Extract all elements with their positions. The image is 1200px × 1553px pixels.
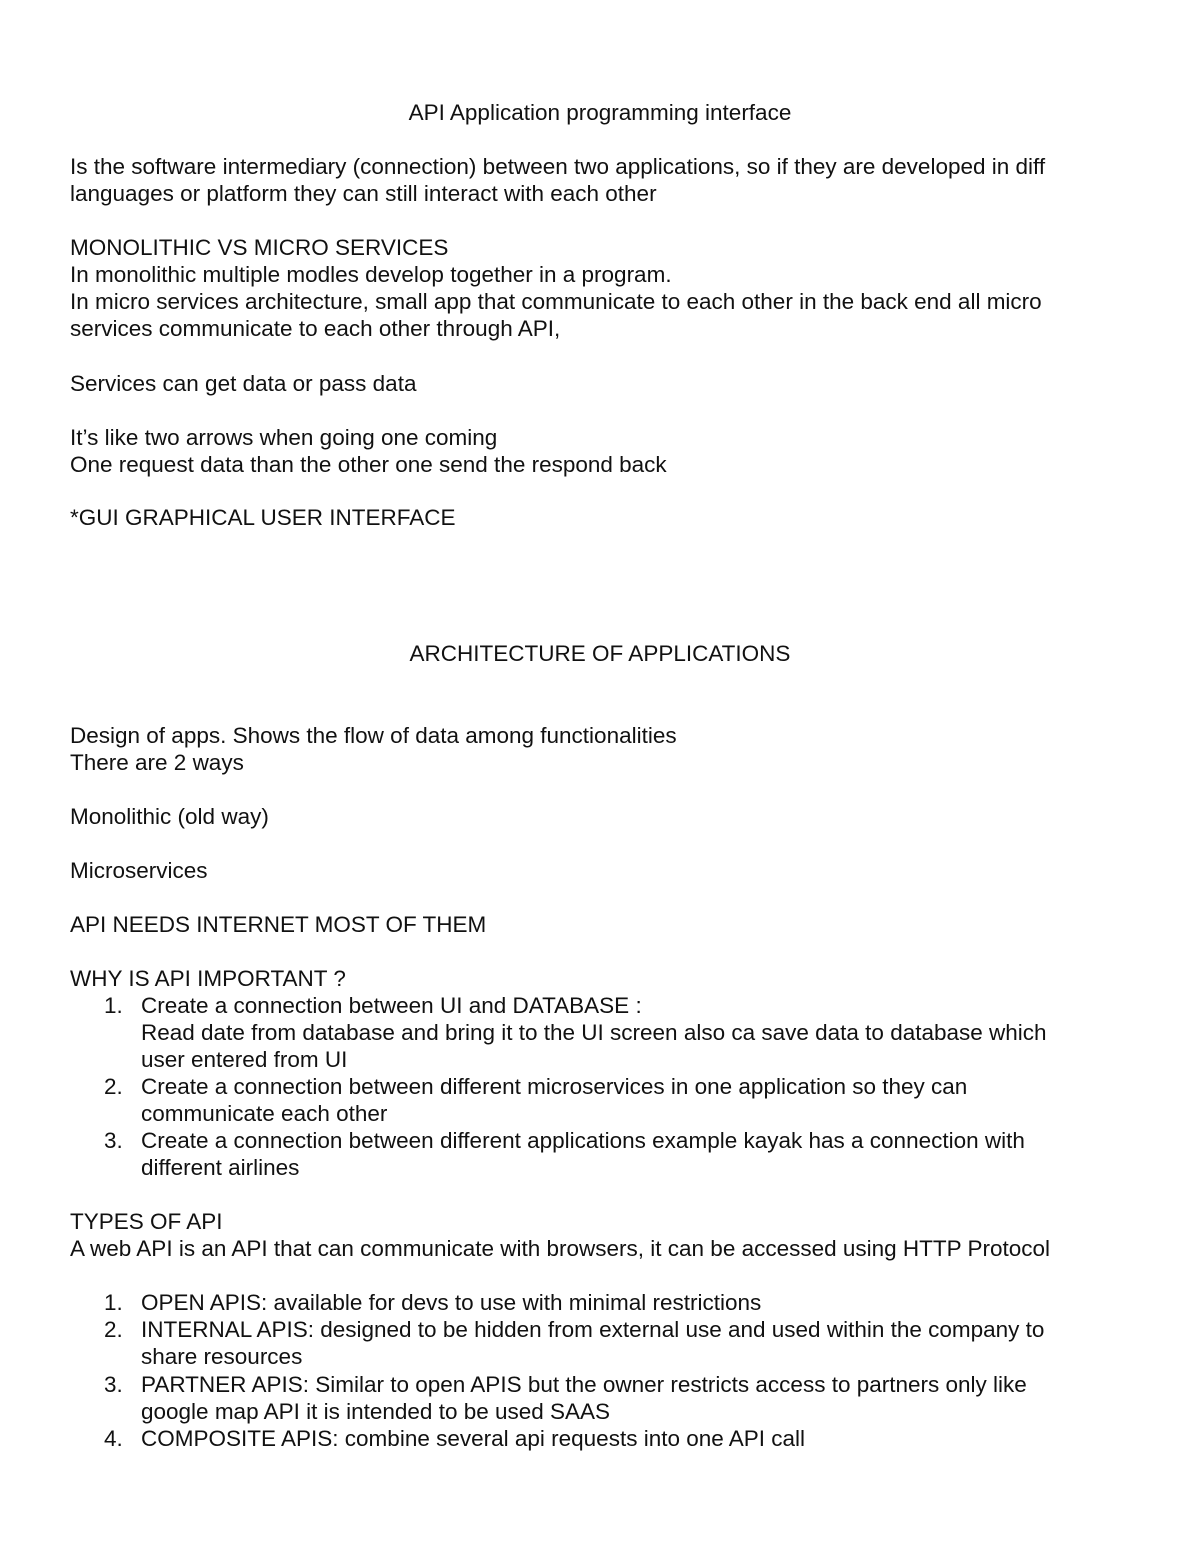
monolithic-line: In monolithic multiple modles develop together in a program.: [70, 262, 672, 287]
page-title-api: API Application programming interface: [408, 100, 792, 125]
list-item-line: PARTNER APIS: Similar to open APIS but the owner restricts access to partners only like: [141, 1372, 1027, 1397]
design-line-2: There are 2 ways: [70, 750, 244, 775]
monolithic-old-way: Monolithic (old way): [70, 804, 269, 829]
list-item-line: google map API it is intended to be used SAAS: [141, 1399, 611, 1424]
list-item-number: 3.: [104, 1128, 123, 1153]
architecture-heading: ARCHITECTURE OF APPLICATIONS: [409, 641, 791, 666]
list-item-line: Create a connection between different applications example kayak has a connection with: [141, 1128, 1025, 1153]
intro-line-2: languages or platform they can still interact with each other: [70, 181, 657, 206]
list-item-number: 2.: [104, 1317, 123, 1342]
list-item-line: user entered from UI: [141, 1047, 348, 1072]
list-item-line: share resources: [141, 1344, 303, 1369]
list-item-number: 1.: [104, 1290, 123, 1315]
list-item-line: INTERNAL APIS: designed to be hidden from external use and used within the company to: [141, 1317, 1045, 1342]
list-item-line: Read date from database and bring it to the UI screen also ca save data to database which: [141, 1020, 1047, 1045]
micro-services-line-1: In micro services architecture, small app that communicate to each other in the back end all micro: [70, 289, 1042, 314]
intro-line-1: Is the software intermediary (connection) between two applications, so if they are developed in diff: [70, 154, 1046, 179]
list-item-number: 3.: [104, 1372, 123, 1397]
api-needs-internet: API NEEDS INTERNET MOST OF THEM: [70, 912, 487, 937]
types-of-api-heading: TYPES OF API: [70, 1209, 223, 1234]
design-line-1: Design of apps. Shows the flow of data among functionalities: [70, 723, 677, 748]
list-item-number: 1.: [104, 993, 123, 1018]
list-item-line: OPEN APIS: available for devs to use with minimal restrictions: [141, 1290, 762, 1315]
arrows-line-1: It’s like two arrows when going one coming: [70, 425, 498, 450]
list-item-line: different airlines: [141, 1155, 300, 1180]
arrows-line-2: One request data than the other one send the respond back: [70, 452, 667, 477]
list-item-line: Create a connection between UI and DATABASE :: [141, 993, 642, 1018]
web-api-description: A web API is an API that can communicate with browsers, it can be accessed using HTTP Protocol: [70, 1236, 1051, 1261]
list-item-line: communicate each other: [141, 1101, 388, 1126]
gui-line: *GUI GRAPHICAL USER INTERFACE: [70, 505, 456, 530]
micro-services-line-2: services communicate to each other through API,: [70, 316, 561, 341]
monolithic-vs-micro-heading: MONOLITHIC VS MICRO SERVICES: [70, 235, 449, 260]
list-item-line: Create a connection between different microservices in one application so they can: [141, 1074, 968, 1099]
why-api-heading: WHY IS API IMPORTANT ?: [70, 966, 346, 991]
list-item-line: COMPOSITE APIS: combine several api requests into one API call: [141, 1426, 806, 1451]
microservices-line: Microservices: [70, 858, 208, 883]
services-line: Services can get data or pass data: [70, 371, 417, 396]
list-item-number: 4.: [104, 1426, 123, 1451]
list-item-number: 2.: [104, 1074, 123, 1099]
